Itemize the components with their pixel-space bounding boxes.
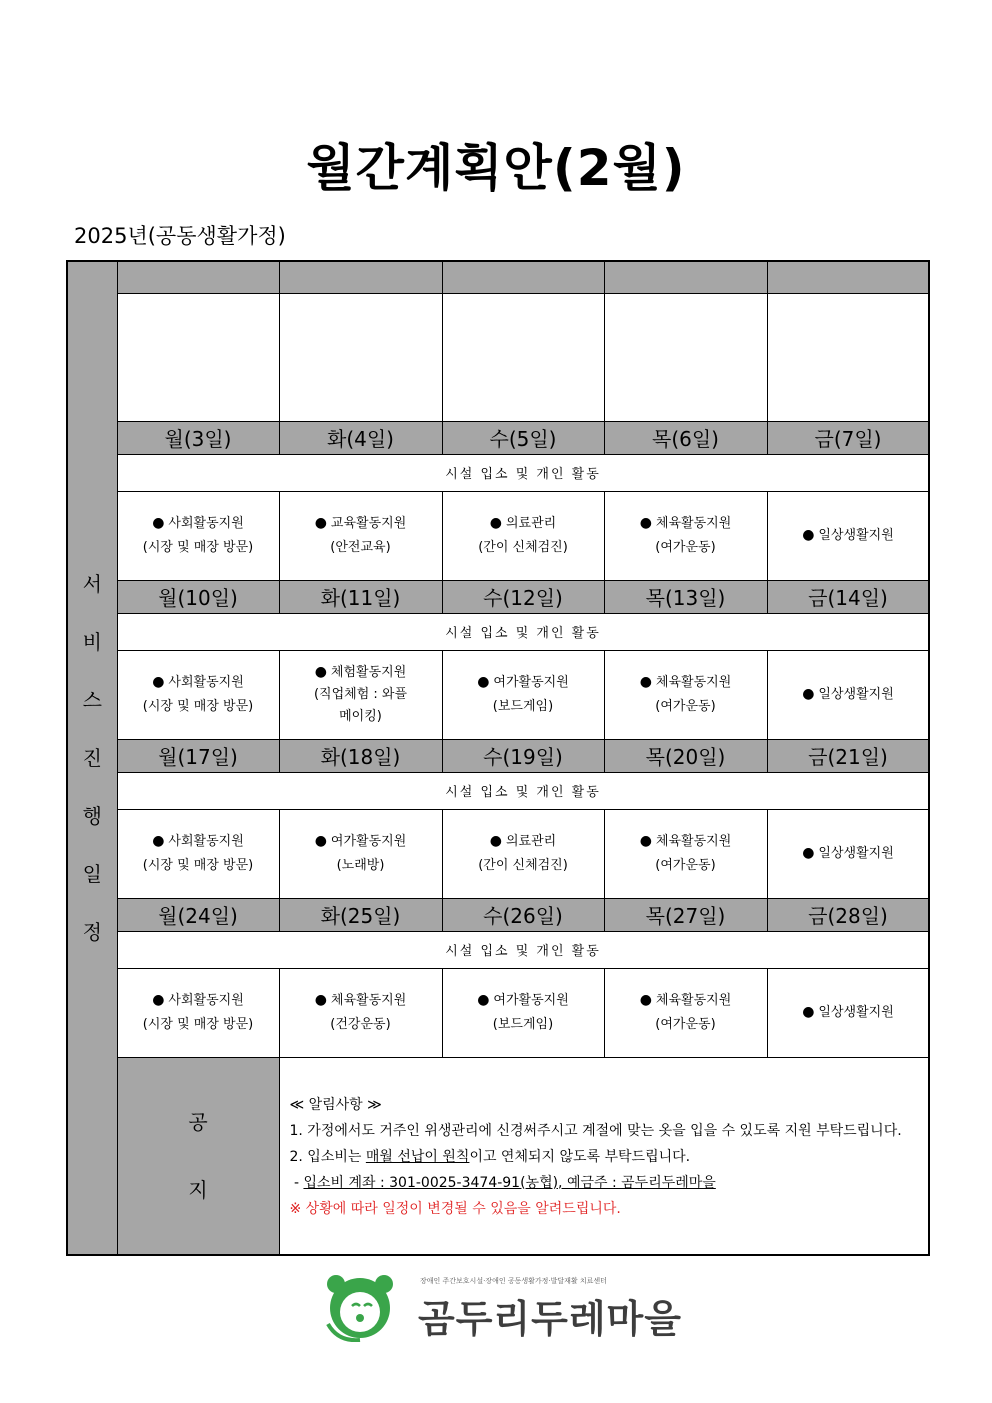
activity-cell [442, 968, 604, 1057]
day-label: 수(12일) [442, 580, 604, 613]
schedule-table [66, 260, 930, 1256]
activity-cell [117, 968, 279, 1057]
activity-cell [442, 491, 604, 580]
facility-activity-row: 시설 입소 및 개인 활동 [117, 931, 929, 968]
activity-detail: (시장 및 매장 방문) [142, 858, 254, 873]
activity-detail: (여가운동) [655, 858, 716, 873]
activity-name: 일상생활지원 [818, 846, 894, 861]
notice-item-2 [290, 1144, 929, 1170]
activity-detail: (여가운동) [655, 540, 716, 555]
notice-text: 2. 입소비는 [289, 1148, 366, 1165]
day-label: 목(27일) [604, 898, 767, 931]
bullet-icon: ● [802, 1004, 815, 1020]
notice-warning: ※ 상황에 따라 일정이 변경될 수 있음을 알려드립니다. [289, 1200, 621, 1217]
activity-name: 체험활동지원 [330, 665, 407, 680]
side-label-char: 지 [188, 1177, 208, 1202]
day-label: 금(28일) [767, 898, 929, 931]
bullet-icon: ● [489, 833, 502, 849]
day-label: 금(14일) [767, 580, 929, 613]
activity-name: 여가활동지원 [330, 834, 407, 849]
blank-cell [117, 293, 279, 421]
activity-cell [117, 491, 279, 580]
notice-content [279, 1057, 929, 1255]
activity-name: 일상생활지원 [818, 687, 894, 702]
bullet-icon: ● [639, 833, 652, 849]
header-blank-cell [442, 261, 604, 293]
bullet-icon: ● [152, 833, 165, 849]
page-title: 월간계획안(2월) [306, 139, 686, 197]
day-label: 수(26일) [442, 898, 604, 931]
bullet-icon: ● [489, 515, 502, 531]
day-label: 화(11일) [279, 580, 442, 613]
header-blank-cell [767, 261, 929, 293]
activity-cell [767, 809, 929, 898]
bullet-icon: ● [152, 992, 165, 1008]
facility-activity-row: 시설 입소 및 개인 활동 [117, 613, 929, 650]
activity-cell [767, 968, 929, 1057]
account-info: 입소비 계좌 : 301-0025-3474-91(농협), 예금주 : 곰두리두레마을 [303, 1174, 716, 1191]
bullet-icon: ● [314, 833, 327, 849]
side-label-char: 서 [82, 572, 102, 596]
activity-cell [442, 809, 604, 898]
activity-cell [604, 809, 767, 898]
activity-cell [279, 650, 442, 739]
facility-activity-row: 시설 입소 및 개인 활동 [117, 772, 929, 809]
activity-cell [117, 650, 279, 739]
activity-name: 체육활동지원 [330, 993, 407, 1008]
logo [322, 1272, 682, 1342]
bullet-icon: ● [314, 515, 327, 531]
bullet-icon: ● [152, 674, 165, 690]
activity-detail: (건강운동) [330, 1017, 391, 1032]
facility-activity-row: 시설 입소 및 개인 활동 [117, 454, 929, 491]
header-blank-cell [117, 261, 279, 293]
activity-detail: (간이 신체검진) [478, 540, 568, 555]
activity-detail: (여가운동) [655, 1017, 716, 1032]
notice-heading: ≪ 알림사항 ≫ [289, 1096, 382, 1113]
notice-text: 이고 연체되지 않도록 부탁드립니다. [469, 1148, 691, 1165]
day-label: 금(7일) [767, 421, 929, 454]
bullet-icon: ● [639, 992, 652, 1008]
activity-cell [604, 650, 767, 739]
activity-name: 의료관리 [505, 834, 557, 849]
bear-logo-icon [322, 1272, 414, 1342]
activity-name: 사회활동지원 [168, 675, 244, 690]
bullet-icon: ● [314, 664, 327, 680]
activity-detail: 메이킹) [339, 709, 382, 724]
bullet-icon: ● [314, 992, 327, 1008]
activity-detail: (시장 및 매장 방문) [142, 699, 254, 714]
activity-name: 일상생활지원 [818, 1005, 894, 1020]
activity-detail: (간이 신체검진) [478, 858, 568, 873]
day-label: 월(3일) [117, 421, 279, 454]
activity-name: 여가활동지원 [493, 675, 569, 690]
activity-detail: (여가운동) [655, 699, 716, 714]
blank-cell [279, 293, 442, 421]
activity-cell [117, 809, 279, 898]
activity-cell [442, 650, 604, 739]
logo-name: 곰두리두레마을 [418, 1297, 682, 1341]
header-blank-cell [279, 261, 442, 293]
activity-detail: (노래방) [336, 858, 385, 873]
activity-name: 체육활동지원 [655, 993, 732, 1008]
day-label: 목(20일) [604, 739, 767, 772]
activity-cell [604, 491, 767, 580]
bullet-icon: ● [152, 515, 165, 531]
activity-name: 체육활동지원 [655, 675, 732, 690]
activity-cell [279, 809, 442, 898]
activity-cell [767, 650, 929, 739]
bullet-icon: ● [639, 515, 652, 531]
side-label-char: 진 [82, 746, 102, 770]
side-label-char: 비 [82, 630, 102, 654]
activity-name: 체육활동지원 [655, 516, 732, 531]
side-label-char: 정 [82, 920, 102, 944]
activity-detail: (보드게임) [492, 699, 554, 714]
activity-cell [279, 968, 442, 1057]
activity-cell [767, 491, 929, 580]
day-label: 수(19일) [442, 739, 604, 772]
blank-cell [604, 293, 767, 421]
blank-cell [767, 293, 929, 421]
activity-detail: (안전교육) [330, 540, 391, 555]
blank-cell [442, 293, 604, 421]
day-label: 금(21일) [767, 739, 929, 772]
activity-detail: (보드게임) [492, 1017, 554, 1032]
day-label: 월(24일) [117, 898, 279, 931]
side-label-char: 행 [82, 804, 102, 828]
side-label-char: 일 [82, 862, 102, 886]
activity-name: 의료관리 [505, 516, 557, 531]
day-label: 목(6일) [604, 421, 767, 454]
day-label: 월(10일) [117, 580, 279, 613]
logo-tagline: 장애인 주간보호시설·장애인 공동생활가정·발달재활 치료센터 [420, 1277, 607, 1285]
subtitle: 2025년(공동생활가정) [74, 224, 286, 248]
schedule-side-label [67, 261, 117, 1255]
activity-name: 교육활동지원 [330, 516, 407, 531]
notice-side-label [117, 1057, 279, 1255]
bullet-icon: ● [639, 674, 652, 690]
day-label: 화(18일) [279, 739, 442, 772]
bullet-icon: ● [477, 674, 490, 690]
activity-cell [604, 968, 767, 1057]
notice-emphasis: 매월 선납이 원칙 [365, 1148, 470, 1165]
day-label: 목(13일) [604, 580, 767, 613]
bullet-icon: ● [802, 845, 815, 861]
activity-cell [279, 491, 442, 580]
side-label-char: 공 [188, 1109, 208, 1134]
activity-name: 일상생활지원 [818, 528, 894, 543]
activity-detail: (직업체험 : 와플 [313, 687, 408, 702]
side-label-char: 스 [82, 688, 102, 712]
header-blank-cell [604, 261, 767, 293]
day-label: 화(25일) [279, 898, 442, 931]
bullet-icon: ● [477, 992, 490, 1008]
activity-name: 사회활동지원 [168, 834, 244, 849]
activity-name: 사회활동지원 [168, 993, 244, 1008]
activity-detail: (시장 및 매장 방문) [142, 540, 254, 555]
day-label: 월(17일) [117, 739, 279, 772]
notice-account [290, 1170, 929, 1196]
activity-name: 사회활동지원 [168, 516, 244, 531]
day-label: 화(4일) [279, 421, 442, 454]
bullet-icon: ● [802, 527, 815, 543]
activity-name: 체육활동지원 [655, 834, 732, 849]
notice-item-1: 1. 가정에서도 거주인 위생관리에 신경써주시고 계절에 맞는 옷을 입을 수 있도록 지원 부탁드립니다. [289, 1122, 902, 1139]
activity-detail: (시장 및 매장 방문) [142, 1017, 254, 1032]
activity-name: 여가활동지원 [493, 993, 569, 1008]
bullet-icon: ● [802, 686, 815, 702]
day-label: 수(5일) [442, 421, 604, 454]
notice-text: - [289, 1174, 304, 1191]
